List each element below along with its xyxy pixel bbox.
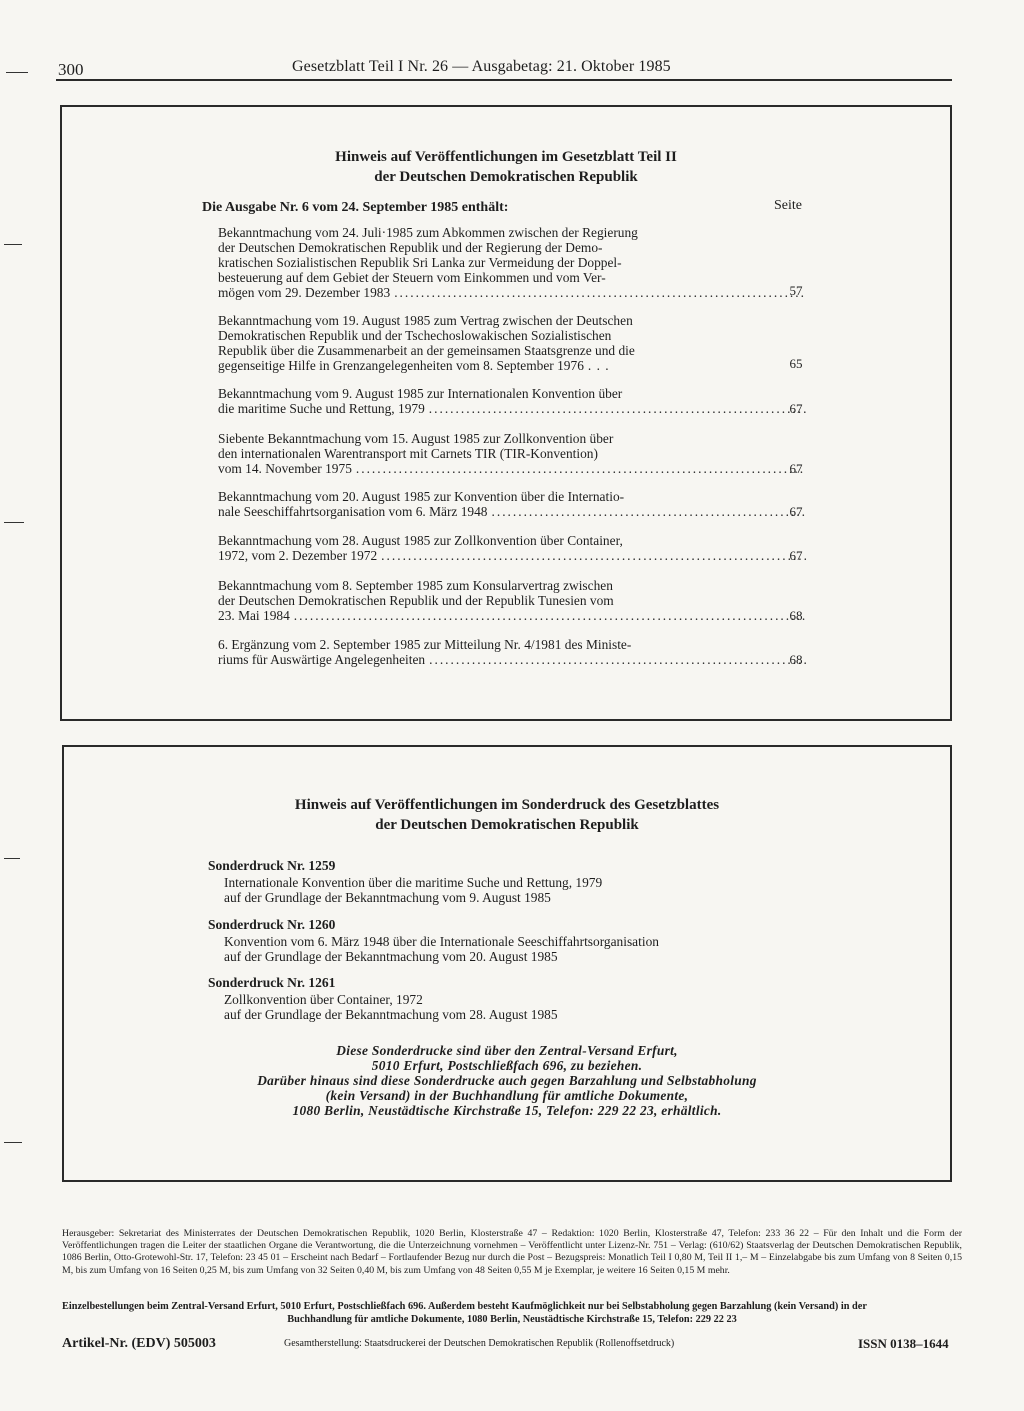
- article-number: Artikel-Nr. (EDV) 505003: [62, 1336, 216, 1351]
- entry-page-number: 68: [789, 652, 803, 667]
- toc-entry: [218, 313, 806, 373]
- sonderdruck-line: Konvention vom 6. März 1948 über die Internationale Seeschiffahrtsorganisation: [224, 934, 659, 949]
- entry-last-line: die maritime Suche und Rettung, 1979: [218, 401, 425, 416]
- sonderdruck-line: auf der Grundlage der Bekanntmachung vom 28. August 1985: [224, 1006, 558, 1022]
- entry-line: besteuerung auf dem Gebiet der Steuern vom Einkommen und vom Ver-: [218, 270, 606, 285]
- toc-entry: [218, 225, 806, 300]
- entry-line: Bekanntmachung vom 28. August 1985 zur Zollkonvention über Container,: [218, 533, 623, 548]
- scan-mark: [4, 244, 22, 245]
- entry-line: 6. Ergänzung vom 2. September 1985 zur Mitteilung Nr. 4/1981 des Ministe-: [218, 637, 632, 652]
- leader-dots: [356, 461, 806, 476]
- toc-entry: [218, 386, 806, 416]
- entry-page-number: 65: [789, 356, 803, 371]
- entry-line: Bekanntmachung vom 24. Juli·1985 zum Abkommen zwischen der Regierung: [218, 225, 638, 240]
- entry-last-line: 23. Mai 1984: [218, 608, 290, 623]
- order-line: Buchhandlung für amtliche Dokumente, 1080 Berlin, Neustädtische Kirchstraße 15, Telefon: 229 22 23: [287, 1313, 737, 1325]
- order-line: Einzelbestellungen beim Zentral-Versand Erfurt, 5010 Erfurt, Postschließfach 696. Außerdem besteht Kaufmöglichkeit nur bei Selbstabholung gegen Barzahlung (kein Versand) in der: [62, 1301, 867, 1312]
- scan-mark: [4, 858, 20, 859]
- toc-entry: [218, 637, 806, 667]
- order-info: [62, 1301, 962, 1327]
- entry-line: Bekanntmachung vom 8. September 1985 zum Konsularvertrag zwischen: [218, 578, 613, 593]
- entry-line: kratischen Sozialistischen Republik Sri Lanka zur Vermeidung der Doppel-: [218, 255, 622, 270]
- page-column-label: Seite: [774, 198, 802, 213]
- entry-last-line: mögen vom 29. Dezember 1983: [218, 285, 391, 300]
- sonderdruck-box: [62, 745, 952, 1182]
- printer-credit: Gesamtherstellung: Staatsdruckerei der Deutschen Demokratischen Republik (Rollenoffsetdruck): [284, 1338, 675, 1349]
- leader-dots: [294, 608, 806, 623]
- entry-last-line: vom 14. November 1975: [218, 461, 352, 476]
- entry-last-line: riums für Auswärtige Angelegenheiten: [218, 652, 426, 667]
- entry-page-number: 57: [789, 283, 803, 298]
- header-rule: [56, 79, 952, 81]
- section1-title-line2: der Deutschen Demokratischen Republik: [374, 169, 638, 185]
- leader-dots: [381, 548, 806, 563]
- leader-dots: [429, 652, 806, 667]
- sonderdruck-label: Sonderdruck Nr. 1260: [208, 917, 336, 932]
- notice-line: 1080 Berlin, Neustädtische Kirchstraße 15, Telefon: 229 22 23, erhältlich.: [292, 1103, 722, 1118]
- section2-title-line1: Hinweis auf Veröffentlichungen im Sonderdruck des Gesetzblattes: [294, 797, 720, 813]
- entry-line: der Deutschen Demokratischen Republik und der Regierung der Demo-: [218, 240, 603, 255]
- notice-line: Darüber hinaus sind diese Sonderdrucke auch gegen Barzahlung und Selbstabholung: [257, 1073, 757, 1088]
- entry-last-line: gegenseitige Hilfe in Grenzangelegenheiten vom 8. September 1976: [218, 358, 584, 373]
- page-number: 300: [58, 60, 84, 79]
- leader-dots: [492, 504, 807, 519]
- notice-line: (kein Versand) in der Buchhandlung für amtliche Dokumente,: [325, 1088, 689, 1103]
- sonderdruck-line: auf der Grundlage der Bekanntmachung vom 20. August 1985: [224, 948, 558, 964]
- entry-line: Bekanntmachung vom 20. August 1985 zur Konvention über die Internatio-: [218, 489, 625, 504]
- sonderdruck-description: [224, 993, 824, 1022]
- issue-subheading: Die Ausgabe Nr. 6 vom 24. September 1985 enthält:: [202, 200, 509, 215]
- section2-title-line2: der Deutschen Demokratischen Republik: [375, 817, 639, 833]
- toc-entry: [218, 431, 806, 476]
- leader-dots: [588, 358, 806, 373]
- notice-line: Diese Sonderdrucke sind über den Zentral-Versand Erfurt,: [336, 1043, 678, 1058]
- entry-page-number: 67: [789, 504, 803, 519]
- sonderdruck-description: [224, 876, 824, 905]
- toc-entry: [218, 533, 806, 563]
- section1-title-line1: Hinweis auf Veröffentlichungen im Gesetzblatt Teil II: [335, 149, 677, 165]
- entry-line: der Deutschen Demokratischen Republik und der Republik Tunesien vom: [218, 593, 614, 608]
- entry-last-line: nale Seeschiffahrtsorganisation vom 6. März 1948: [218, 504, 488, 519]
- sonderdruck-label: Sonderdruck Nr. 1261: [208, 975, 336, 990]
- toc-entry: [218, 578, 806, 623]
- entry-line: Bekanntmachung vom 19. August 1985 zum Vertrag zwischen der Deutschen: [218, 313, 633, 328]
- toc-entry: [218, 489, 806, 519]
- scan-mark: [4, 522, 24, 523]
- entry-line: den internationalen Warentransport mit Carnets TIR (TIR-Konvention): [218, 446, 598, 461]
- notice-line: 5010 Erfurt, Postschließfach 696, zu beziehen.: [371, 1058, 643, 1073]
- entry-line: Bekanntmachung vom 9. August 1985 zur Internationalen Konvention über: [218, 386, 623, 401]
- scan-mark: [4, 1142, 22, 1143]
- sonderdruck-line: Zollkonvention über Container, 1972: [224, 992, 423, 1007]
- leader-dots: [394, 285, 806, 300]
- entry-last-line: 1972, vom 2. Dezember 1972: [218, 548, 378, 563]
- entry-line: Siebente Bekanntmachung vom 15. August 1985 zur Zollkonvention über: [218, 431, 614, 446]
- entry-page-number: 67: [789, 401, 803, 416]
- sonderdruck-description: [224, 935, 824, 964]
- entry-page-number: 67: [789, 461, 803, 476]
- imprint-text: Herausgeber: Sekretariat des Ministerrates der Deutschen Demokratischen Republik, 1020 Berlin, Klosterstraße 47 – Redaktion: 1020 Berlin, Klosterstraße 47, Telefon: 233 36 22 – Für den Inhalt und die Form der Veröffentlichungen tragen die Leiter der staatlichen Organe die Verantwortung, die die Unterzeichnung vornehmen – Veröffentlicht unter Lizenz-Nr. 751 – Verlag: (610/62) Staatsverlag der Deutschen Demokratischen Republik, 1086 Berlin, Otto-Grotewohl-Str. 17, Telefon: 23 45 01 – Erscheint nach Bedarf – Fortlaufender Bezug nur durch die Post – Bezugspreis: Monatlich Teil I 0,80 M, Teil II 1,– M – Einzelabgabe bis zum Umfang von 8 Seiten 0,15 M, bis zum Umfang von 16 Seiten 0,25 M, bis zum Umfang von 32 Seiten 0,40 M, bis zum Umfang von 48 Seiten 0,55 M je Exemplar, je weitere 16 Seiten 0,15 M mehr.: [62, 1228, 962, 1276]
- entry-line: Demokratischen Republik und der Tschechoslowakischen Sozialistischen: [218, 328, 612, 343]
- sonderdruck-line: auf der Grundlage der Bekanntmachung vom 9. August 1985: [224, 889, 551, 905]
- leader-dots: [429, 401, 806, 416]
- entry-page-number: 67: [789, 548, 803, 563]
- entry-page-number: 68: [789, 608, 803, 623]
- gesetzblatt-teil-ii-box: [60, 105, 952, 721]
- sonderdruck-label: Sonderdruck Nr. 1259: [208, 858, 336, 873]
- sonderdruck-line: Internationale Konvention über die maritime Suche und Rettung, 1979: [224, 875, 603, 890]
- page-header-title: Gesetzblatt Teil I Nr. 26 — Ausgabetag: 21. Oktober 1985: [292, 58, 671, 75]
- entry-line: Republik über die Zusammenarbeit an der gemeinsamen Staatsgrenze und die: [218, 343, 635, 358]
- scan-mark: [6, 72, 28, 73]
- issn: ISSN 0138–1644: [858, 1336, 949, 1351]
